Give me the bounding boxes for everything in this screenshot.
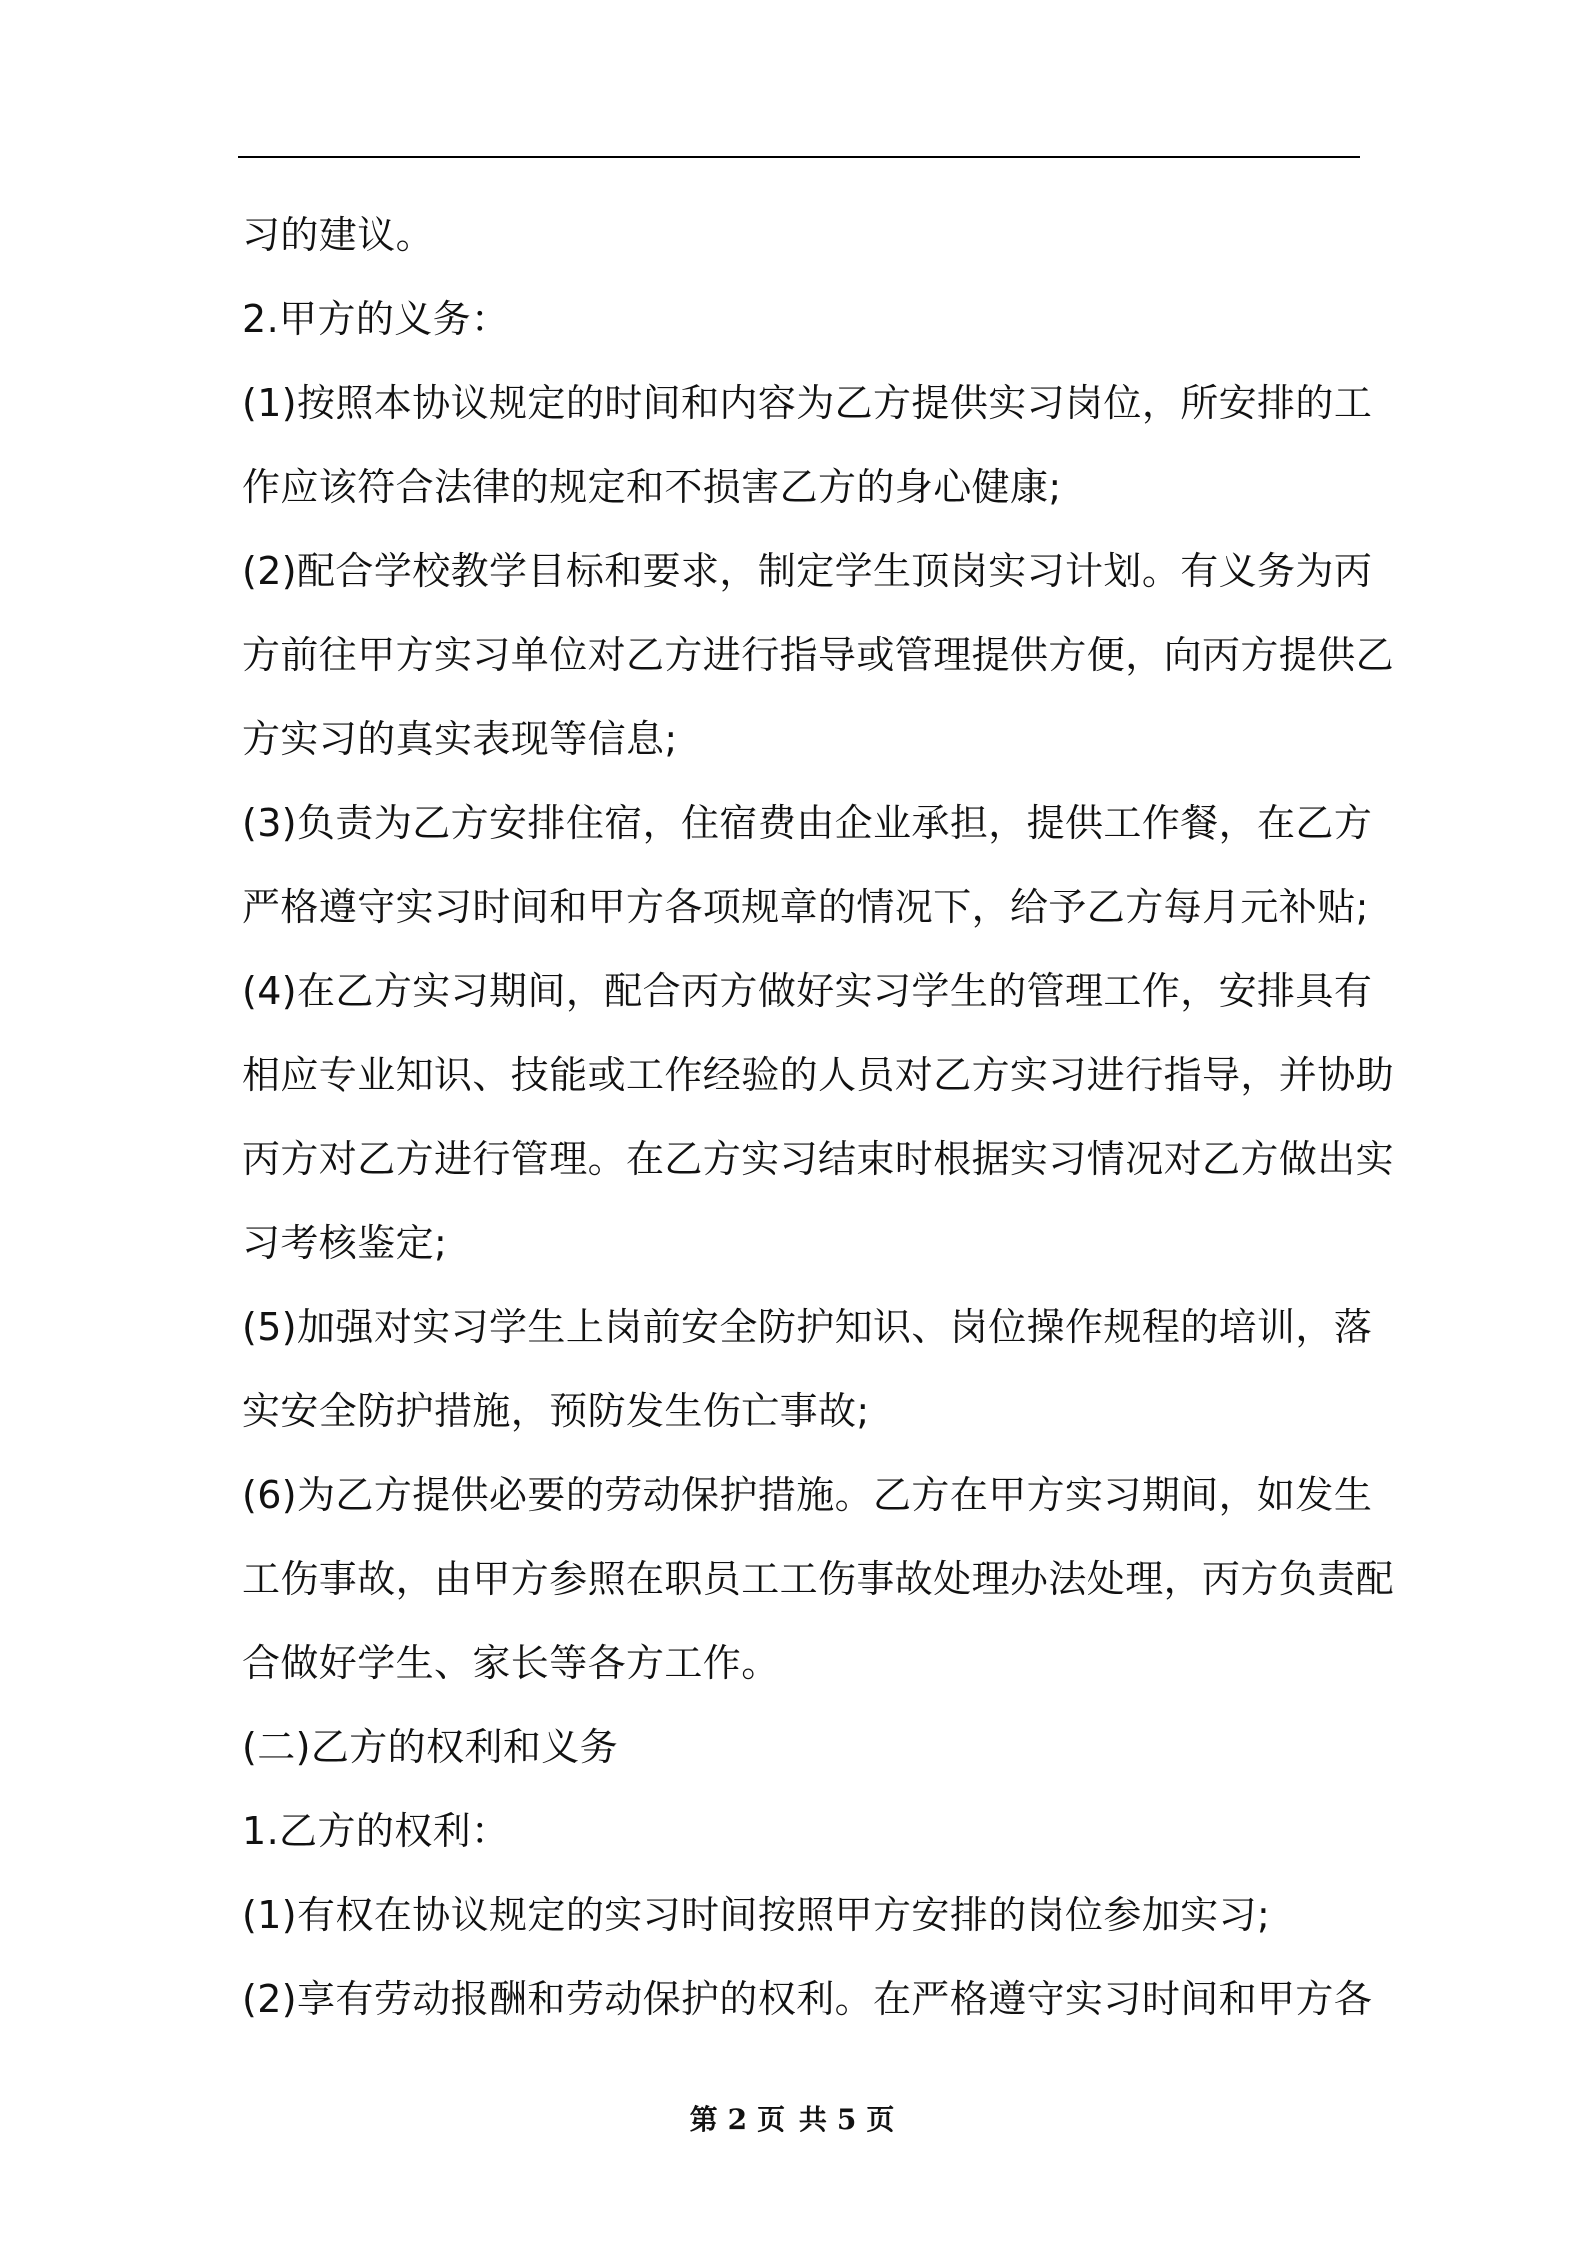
section-heading: (二)乙方的权利和义务 [242, 1725, 619, 1769]
text-line: 作应该符合法律的规定和不损害乙方的身心健康; [242, 465, 1062, 509]
document-body [242, 193, 1395, 2041]
page-footer [0, 2098, 1586, 2138]
section-heading: 1.乙方的权利： [242, 1809, 510, 1853]
header-rule [238, 156, 1360, 158]
text-line: 实安全防护措施，预防发生伤亡事故; [242, 1389, 870, 1433]
text-line: 相应专业知识、技能或工作经验的人员对乙方实习进行指导，并协助 [242, 1053, 1395, 1097]
text-line: (2)配合学校教学目标和要求，制定学生顶岗实习计划。有义务为丙 [242, 549, 1373, 593]
text-line: (5)加强对实习学生上岗前安全防护知识、岗位操作规程的培训，落 [242, 1305, 1373, 1349]
section-heading: 2.甲方的义务： [242, 297, 510, 341]
text-line: 工伤事故，由甲方参照在职员工工伤事故处理办法处理，丙方负责配 [242, 1557, 1395, 1601]
text-line: (6)为乙方提供必要的劳动保护措施。乙方在甲方实习期间，如发生 [242, 1473, 1373, 1517]
text-line: (2)享有劳动报酬和劳动保护的权利。在严格遵守实习时间和甲方各 [242, 1977, 1373, 2021]
text-line: 方实习的真实表现等信息; [242, 717, 678, 761]
text-line: 严格遵守实习时间和甲方各项规章的情况下，给予乙方每月元补贴; [242, 885, 1369, 929]
total-pages-number: 5 [836, 2103, 859, 2136]
text-line: 习的建议。 [242, 213, 435, 257]
text-line: (4)在乙方实习期间，配合丙方做好实习学生的管理工作，安排具有 [242, 969, 1373, 1013]
current-page-number: 2 [727, 2103, 750, 2136]
footer-suffix: 页 [866, 2103, 897, 2136]
text-line: (1)有权在协议规定的实习时间按照甲方安排的岗位参加实习; [242, 1893, 1271, 1937]
text-line: 习考核鉴定; [242, 1221, 448, 1265]
text-line: (1)按照本协议规定的时间和内容为乙方提供实习岗位，所安排的工 [242, 381, 1373, 425]
footer-prefix: 第 [689, 2103, 720, 2136]
footer-middle: 页 共 [757, 2103, 829, 2136]
text-line: 丙方对乙方进行管理。在乙方实习结束时根据实习情况对乙方做出实 [242, 1137, 1395, 1181]
text-line: (3)负责为乙方安排住宿，住宿费由企业承担，提供工作餐，在乙方 [242, 801, 1373, 845]
text-line: 合做好学生、家长等各方工作。 [242, 1641, 780, 1685]
text-line: 方前往甲方实习单位对乙方进行指导或管理提供方便，向丙方提供乙 [242, 633, 1395, 677]
